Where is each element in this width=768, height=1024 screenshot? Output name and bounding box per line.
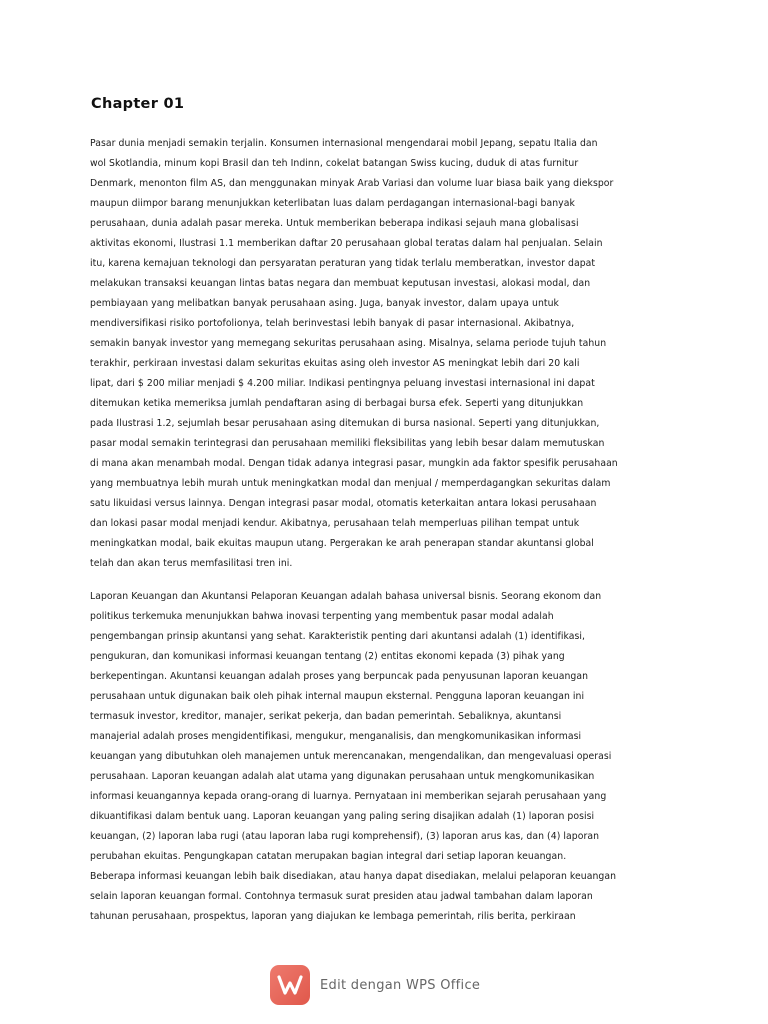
text-line: pasar modal semakin terintegrasi dan perusahaan memiliki fleksibilitas yang lebih besar dalam memutuskan: [90, 438, 605, 449]
text-line: informasi keuangannya kepada orang-orang di luarnya. Pernyataan ini memberikan sejarah perusahaan yang: [90, 791, 607, 802]
wps-edit-banner[interactable]: [270, 963, 480, 1007]
text-line: satu likuidasi versus lainnya. Dengan integrasi pasar modal, otomatis keterkaitan antara lokasi perusahaan: [90, 498, 597, 509]
text-line: mendiversifikasi risiko portofolionya, telah berinvestasi lebih banyak di pasar internasional. Akibatnya,: [90, 318, 575, 329]
wps-office-logo-icon[interactable]: [270, 965, 310, 1005]
text-line: Pasar dunia menjadi semakin terjalin. Konsumen internasional mengendarai mobil Jepang, sepatu Italia dan: [90, 138, 598, 149]
text-line: Beberapa informasi keuangan lebih baik disediakan, atau hanya dapat disediakan, melalui pelaporan keuangan: [90, 871, 617, 882]
wps-edit-label[interactable]: Edit dengan WPS Office: [320, 977, 481, 993]
text-line: politikus terkemuka menunjukkan bahwa inovasi terpenting yang membentuk pasar modal adalah: [90, 611, 554, 622]
text-line: Denmark, menonton film AS, dan menggunakan minyak Arab Variasi dan volume luar biasa baik yang diekspor: [90, 178, 614, 189]
text-line: Laporan Keuangan dan Akuntansi Pelaporan Keuangan adalah bahasa universal bisnis. Seorang ekonom dan: [90, 591, 602, 602]
text-line: di mana akan menambah modal. Dengan tidak adanya integrasi pasar, mungkin ada faktor spesifik perusahaan: [90, 458, 618, 469]
text-line: pada Ilustrasi 1.2, sejumlah besar perusahaan asing ditemukan di bursa nasional. Seperti yang ditunjukkan,: [90, 418, 600, 429]
text-line: perusahaan, dunia adalah pasar mereka. Untuk memberikan beberapa indikasi sejauh mana globalisasi: [90, 218, 579, 229]
text-line: keuangan, (2) laporan laba rugi (atau laporan laba rugi komprehensif), (3) laporan arus kas, dan (4) laporan: [90, 831, 600, 842]
text-line: aktivitas ekonomi, Ilustrasi 1.1 memberikan daftar 20 perusahaan global teratas dalam hal penjualan. Selain: [90, 238, 603, 249]
text-line: termasuk investor, kreditor, manajer, serikat pekerja, dan badan pemerintah. Sebaliknya, akuntansi: [90, 711, 562, 722]
chapter-title: Chapter 01: [91, 96, 185, 112]
text-line: selain laporan keuangan formal. Contohnya termasuk surat presiden atau jadwal tambahan dalam laporan: [90, 891, 593, 902]
text-line: telah dan akan terus memfasilitasi tren ini.: [90, 558, 293, 569]
paragraph-2: [90, 587, 690, 927]
text-line: tahunan perusahaan, prospektus, laporan yang diajukan ke lembaga pemerintah, rilis berita, perkiraan: [90, 911, 576, 922]
text-line: manajerial adalah proses mengidentifikasi, mengukur, menganalisis, dan mengkomunikasikan informasi: [90, 731, 582, 742]
text-line: terakhir, perkiraan investasi dalam sekuritas ekuitas asing oleh investor AS meningkat lebih dari 20 kali: [90, 358, 580, 369]
text-line: pengukuran, dan komunikasi informasi keuangan tentang (2) entitas ekonomi kepada (3) pihak yang: [90, 651, 565, 662]
text-line: wol Skotlandia, minum kopi Brasil dan teh Indinn, cokelat batangan Swiss kucing, duduk di atas furnitur: [90, 158, 579, 169]
text-line: semakin banyak investor yang memegang sekuritas perusahaan asing. Misalnya, selama periode tujuh tahun: [90, 338, 607, 349]
text-line: dikuantifikasi dalam bentuk uang. Laporan keuangan yang paling sering disajikan adalah (1) laporan posisi: [90, 811, 595, 822]
text-line: lipat, dari $ 200 miliar menjadi $ 4.200 miliar. Indikasi pentingnya peluang investasi internasional ini dapat: [90, 378, 595, 389]
text-line: meningkatkan modal, baik ekuitas maupun utang. Pergerakan ke arah penerapan standar akuntansi global: [90, 538, 594, 549]
text-line: dan lokasi pasar modal menjadi kendur. Akibatnya, perusahaan telah memperluas pilihan tempat untuk: [90, 518, 580, 529]
text-line: maupun diimpor barang menunjukkan keterlibatan luas dalam perdagangan internasional-bagi banyak: [90, 198, 575, 209]
text-line: pembiayaan yang melibatkan banyak perusahaan asing. Juga, banyak investor, dalam upaya untuk: [90, 298, 559, 309]
text-line: melakukan transaksi keuangan lintas batas negara dan membuat keputusan investasi, alokasi modal, dan: [90, 278, 591, 289]
text-line: perusahaan. Laporan keuangan adalah alat utama yang digunakan perusahaan untuk mengkomunikasikan: [90, 771, 595, 782]
text-line: perusahaan untuk digunakan baik oleh pihak internal maupun eksternal. Pengguna laporan keuangan ini: [90, 691, 585, 702]
text-line: ditemukan ketika memeriksa jumlah pendaftaran asing di berbagai bursa efek. Seperti yang ditunjukkan: [90, 398, 584, 409]
text-line: yang membuatnya lebih murah untuk meningkatkan modal dan menjual / memperdagangkan sekuritas dalam: [90, 478, 611, 489]
text-line: itu, karena kemajuan teknologi dan persyaratan peraturan yang tidak terlalu memberatkan, investor dapat: [90, 258, 596, 269]
text-line: pengembangan prinsip akuntansi yang sehat. Karakteristik penting dari akuntansi adalah (1) identifikasi,: [90, 631, 586, 642]
text-line: keuangan yang dibutuhkan oleh manajemen untuk merencanakan, mengendalikan, dan mengevaluasi operasi: [90, 751, 612, 762]
text-line: berkepentingan. Akuntansi keuangan adalah proses yang berpuncak pada penyusunan laporan keuangan: [90, 671, 589, 682]
paragraph-1: [90, 134, 690, 574]
text-line: perubahan ekuitas. Pengungkapan catatan merupakan bagian integral dari setiap laporan keuangan.: [90, 851, 567, 862]
